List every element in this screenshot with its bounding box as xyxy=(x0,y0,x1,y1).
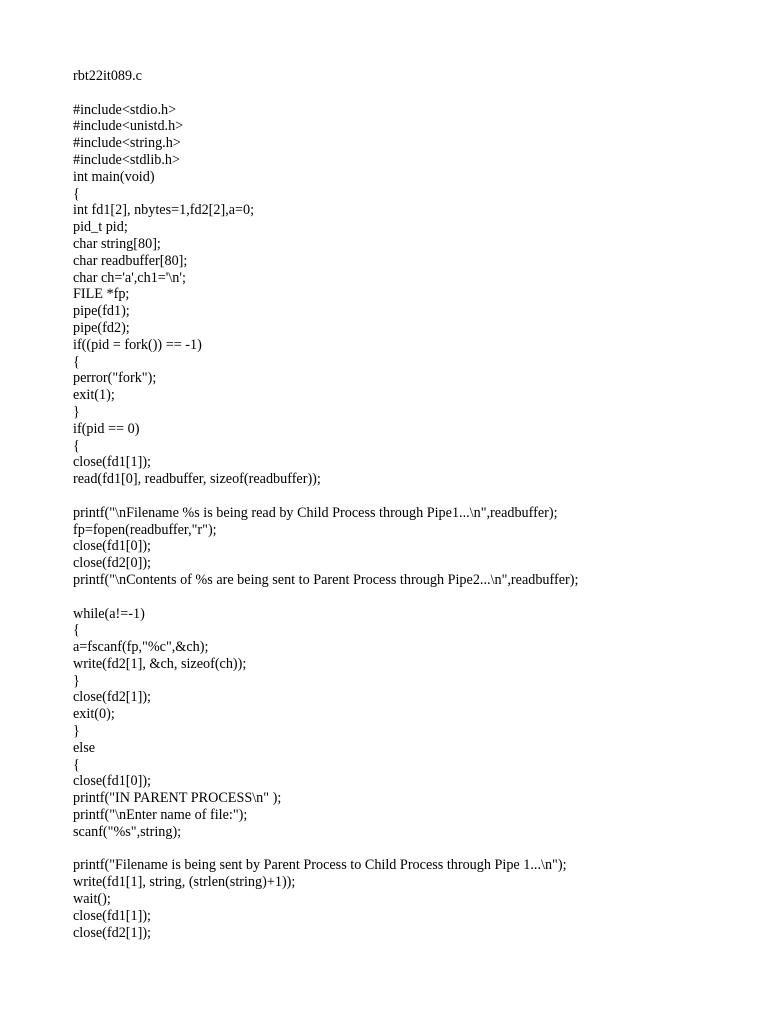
code-line: exit(0); xyxy=(73,706,115,723)
code-line: read(fd1[0], readbuffer, sizeof(readbuffer)); xyxy=(73,471,321,488)
code-line: char ch='a',ch1='\n'; xyxy=(73,269,186,286)
code-line: if(pid == 0) xyxy=(73,420,140,437)
code-line: #include<stdlib.h> xyxy=(73,151,181,168)
code-line: close(fd2[0]); xyxy=(73,555,151,572)
code-line: a=fscanf(fp,"%c",&ch); xyxy=(73,639,209,656)
code-line: perror("fork"); xyxy=(73,370,157,387)
code-line: close(fd1[0]); xyxy=(73,773,151,790)
code-line: scanf("%s",string); xyxy=(73,823,182,840)
code-line: { xyxy=(73,756,80,773)
code-line: char string[80]; xyxy=(73,235,161,252)
code-line: } xyxy=(73,403,80,420)
code-line: { xyxy=(73,185,80,202)
code-line: { xyxy=(73,622,80,639)
code-line: } xyxy=(73,723,80,740)
code-line: FILE *fp; xyxy=(73,286,130,303)
code-line: printf("\nEnter name of file:"); xyxy=(73,807,248,824)
code-line: close(fd1[1]); xyxy=(73,907,151,924)
code-line: write(fd1[1], string, (strlen(string)+1)); xyxy=(73,874,296,891)
code-line: pipe(fd1); xyxy=(73,303,130,320)
code-line: printf("Filename is being sent by Parent Process to Child Process through Pipe 1...\n"); xyxy=(73,857,567,874)
blank-line xyxy=(73,85,753,102)
code-line: close(fd2[1]); xyxy=(73,924,151,941)
code-line: } xyxy=(73,672,80,689)
code-line: close(fd2[1]); xyxy=(73,689,151,706)
code-line: write(fd2[1], &ch, sizeof(ch)); xyxy=(73,655,247,672)
code-line: printf("\nContents of %s are being sent to Parent Process through Pipe2...\n",readbuffer); xyxy=(73,571,579,588)
blank-line xyxy=(73,488,753,505)
code-line: close(fd1[0]); xyxy=(73,538,151,555)
code-line: #include<stdio.h> xyxy=(73,101,177,118)
code-listing xyxy=(73,68,753,941)
code-line: close(fd1[1]); xyxy=(73,454,151,471)
blank-line xyxy=(73,841,753,858)
code-line: printf("\nFilename %s is being read by Child Process through Pipe1...\n",readbuffer); xyxy=(73,504,558,521)
file-name: rbt22it089.c xyxy=(73,68,142,84)
code-line: { xyxy=(73,353,80,370)
code-line: fp=fopen(readbuffer,"r"); xyxy=(73,521,217,538)
code-line: { xyxy=(73,437,80,454)
code-line: int fd1[2], nbytes=1,fd2[2],a=0; xyxy=(73,202,255,219)
code-line: pid_t pid; xyxy=(73,219,128,236)
code-line: char readbuffer[80]; xyxy=(73,252,188,269)
code-line: exit(1); xyxy=(73,387,115,404)
blank-line xyxy=(73,589,753,606)
code-line: #include<string.h> xyxy=(73,135,181,152)
code-line: pipe(fd2); xyxy=(73,319,130,336)
code-line: else xyxy=(73,739,96,756)
code-line: #include<unistd.h> xyxy=(73,118,184,135)
code-line: int main(void) xyxy=(73,168,155,185)
code-line: printf("IN PARENT PROCESS\n" ); xyxy=(73,790,282,807)
code-line: if((pid = fork()) == -1) xyxy=(73,336,202,353)
code-line: wait(); xyxy=(73,891,111,908)
code-line: while(a!=-1) xyxy=(73,605,145,622)
